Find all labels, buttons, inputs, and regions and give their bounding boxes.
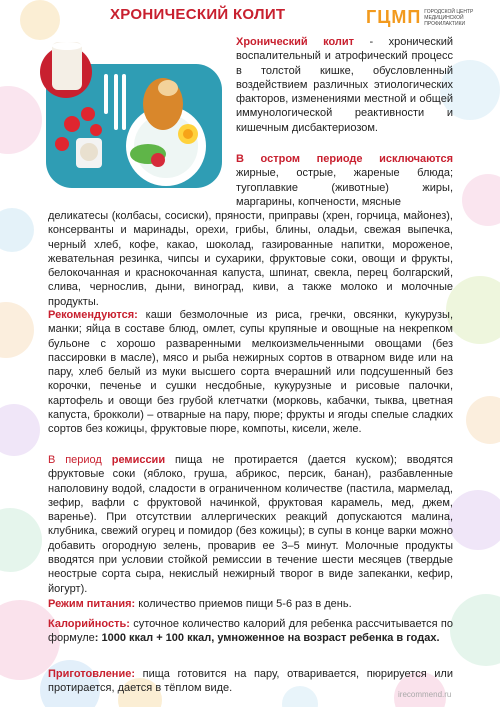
logo-caption: ГОРОДСКОЙ ЦЕНТР МЕДИЦИНСКОЙ ПРОФИЛАКТИКИ xyxy=(424,8,474,27)
recommended-paragraph xyxy=(48,308,453,437)
remission-paragraph xyxy=(48,453,453,596)
acute-paragraph-continued xyxy=(48,209,453,309)
regime-heading: Режим питания: xyxy=(48,598,136,610)
page-title: ХРОНИЧЕСКИЙ КОЛИТ xyxy=(110,6,286,23)
remission-text: пища не протирается (дается куском); вводятся фруктовые соки (яблоко, груша, абрикос, персик, банан), разбавленные наполовину водой, сладости в ограниченном количестве (пастила, мармелад, зефир, вафли с фруктовой начинкой, фруктовая карамель, мед, джем, варенье). При отсутствии аллергических реакций допускаются малина, клубника, свежий огурец и помидор (без кожицы); в супы в конце варки можно добавить огородную зелень, проварив ее 3–5 минут. Молочные продукты вводятся при условии стойкой ремиссии в течение шести месяцев (твердые неострые сорта сыра, некислый нежирный творог в виде запеканки, кефир, йогурт). xyxy=(48,454,453,595)
acute-text-part1: жирные, острые, жареные блюда; тугоплавкие (животные) жиры, маргарины, копчености, мясные xyxy=(236,167,453,208)
regime-paragraph xyxy=(48,597,453,611)
remission-heading-strong: ремиссии xyxy=(111,454,166,466)
logo xyxy=(366,7,494,28)
remission-heading-plain: В период xyxy=(48,454,112,466)
calories-heading: Калорийность: xyxy=(48,618,130,630)
cooking-paragraph xyxy=(48,667,453,696)
intro-paragraph xyxy=(236,35,453,135)
logo-mark: ГЦМП xyxy=(366,7,422,27)
intro-term: Хронический колит xyxy=(236,36,355,48)
acute-text-part2: деликатесы (колбасы, сосиски), пряности, приправы (хрен, горчица, майонез), консерванты и маринады, орехи, грибы, блины, оладьи, свежая выпечка, черный хлеб, кофе, какао, шоколад, газированные напитки, мороженое, жевательная резинка, чипсы и сухарики, фруктовые соки, овощи и фрукты, белокочанная и краснокочанная капуста, шпинат, свекла, перец болгарский, слива, чернослив, дыни, виноград, киви, а также молоко и молочные продукты. xyxy=(48,210,453,308)
acute-paragraph-start xyxy=(236,152,453,209)
food-tray-illustration xyxy=(38,42,228,192)
calories-text: суточное количество калорий для ребенка рассчитывается по формуле xyxy=(48,618,453,645)
cooking-heading: Приготовление: xyxy=(48,668,135,680)
intro-text: - хронический воспалительный и атрофический процесс в толстой кишке, обусловленный воздействием различных этиологических факторов, изменениями местной и общей иммунологической реактивности и кишечным дисбактериозом. xyxy=(236,36,453,134)
recommended-heading: Рекомендуются: xyxy=(48,309,138,321)
regime-text: количество приемов пищи 5-6 раз в день. xyxy=(135,598,352,610)
acute-heading: В остром периоде исключаются xyxy=(236,153,453,165)
watermark: irecommend.ru xyxy=(398,690,452,699)
calories-paragraph xyxy=(48,617,453,646)
calories-formula: : 1000 ккал + 100 ккал, умноженное на возраст ребенка в годах. xyxy=(94,632,440,645)
recommended-text: каши безмолочные из риса, гречки, овсянки, кукурузы, манки; яйца в составе блюд, омлет, супы крупяные и овощные на некрепком бульоне с хорошо разваренными мелкоизмельченными овощами (без пассировки в масле), мясо и рыба нежирных сортов в отварном виде или на пару, хлеб белый из муки высшего сорта вчерашний или подсушенный без корочки, печенье и сушки несдобные, кукурузные и рисовые палочки, картофель и овощи без грубой клетчатки (морковь, кабачки, тыква, цветная капуста, брокколи) – отварные на пару, пюре; фрукты и ягоды спелые сладких сортов без кожицы, фруктовые пюре, компоты, кисели, желе. xyxy=(48,309,453,436)
cooking-text: пища готовится на пару, отваривается, пюрируется или протирается, дается в тёплом виде. xyxy=(48,668,453,695)
